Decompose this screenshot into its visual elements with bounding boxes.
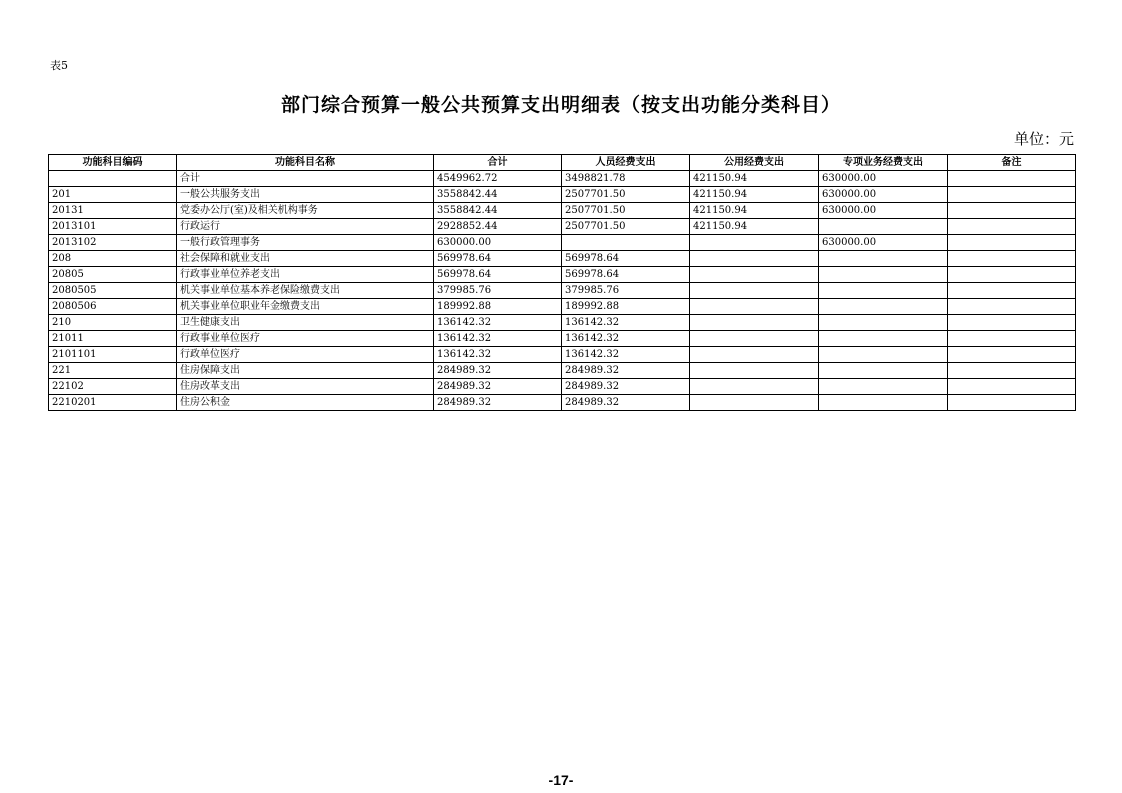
cell-total: 3558842.44 — [434, 203, 562, 219]
table-label: 表5 — [50, 59, 68, 72]
cell-code: 2210201 — [49, 395, 177, 411]
header-total: 合计 — [434, 155, 562, 171]
cell-personnel: 189992.88 — [562, 299, 690, 315]
cell-personnel: 2507701.50 — [562, 187, 690, 203]
cell-public — [690, 235, 819, 251]
table-row — [49, 235, 1076, 251]
cell-special — [819, 251, 948, 267]
cell-remark — [948, 315, 1076, 331]
table-row — [49, 267, 1076, 283]
cell-personnel: 569978.64 — [562, 251, 690, 267]
cell-special — [819, 347, 948, 363]
cell-total: 379985.76 — [434, 283, 562, 299]
table-row — [49, 251, 1076, 267]
cell-code: 2013101 — [49, 219, 177, 235]
cell-remark — [948, 219, 1076, 235]
table-row — [49, 187, 1076, 203]
table-row — [49, 283, 1076, 299]
cell-personnel: 379985.76 — [562, 283, 690, 299]
cell-total: 284989.32 — [434, 379, 562, 395]
cell-special — [819, 379, 948, 395]
cell-code: 2080506 — [49, 299, 177, 315]
cell-name: 行政单位医疗 — [177, 347, 434, 363]
cell-name: 机关事业单位职业年金缴费支出 — [177, 299, 434, 315]
unit-label: 单位：元 — [1013, 130, 1074, 148]
cell-name: 住房改革支出 — [177, 379, 434, 395]
cell-personnel: 284989.32 — [562, 379, 690, 395]
cell-personnel: 136142.32 — [562, 347, 690, 363]
cell-code: 20805 — [49, 267, 177, 283]
budget-table — [48, 154, 1076, 411]
cell-personnel: 2507701.50 — [562, 219, 690, 235]
cell-code: 2101101 — [49, 347, 177, 363]
cell-code: 2013102 — [49, 235, 177, 251]
cell-code: 22102 — [49, 379, 177, 395]
cell-public: 421150.94 — [690, 171, 819, 187]
table-row — [49, 347, 1076, 363]
cell-special: 630000.00 — [819, 203, 948, 219]
cell-special — [819, 395, 948, 411]
cell-personnel: 569978.64 — [562, 267, 690, 283]
cell-special — [819, 219, 948, 235]
cell-public — [690, 395, 819, 411]
cell-name: 党委办公厅(室)及相关机构事务 — [177, 203, 434, 219]
cell-total: 569978.64 — [434, 251, 562, 267]
cell-total: 136142.32 — [434, 331, 562, 347]
cell-total: 630000.00 — [434, 235, 562, 251]
cell-personnel: 3498821.78 — [562, 171, 690, 187]
cell-name: 一般公共服务支出 — [177, 187, 434, 203]
table-row — [49, 203, 1076, 219]
cell-name: 行政运行 — [177, 219, 434, 235]
cell-code: 2080505 — [49, 283, 177, 299]
cell-remark — [948, 267, 1076, 283]
cell-total: 569978.64 — [434, 267, 562, 283]
cell-total: 136142.32 — [434, 347, 562, 363]
table-row — [49, 219, 1076, 235]
cell-code: 20131 — [49, 203, 177, 219]
cell-total: 189992.88 — [434, 299, 562, 315]
cell-remark — [948, 235, 1076, 251]
cell-total: 3558842.44 — [434, 187, 562, 203]
cell-public: 421150.94 — [690, 219, 819, 235]
cell-code — [49, 171, 177, 187]
cell-special — [819, 331, 948, 347]
cell-public: 421150.94 — [690, 203, 819, 219]
cell-personnel: 284989.32 — [562, 395, 690, 411]
header-remark: 备注 — [948, 155, 1076, 171]
table-row — [49, 331, 1076, 347]
table-row — [49, 379, 1076, 395]
cell-personnel: 284989.32 — [562, 363, 690, 379]
page-number: -17- — [548, 772, 574, 788]
cell-special — [819, 315, 948, 331]
cell-special: 630000.00 — [819, 187, 948, 203]
cell-public — [690, 347, 819, 363]
cell-public — [690, 379, 819, 395]
cell-special — [819, 299, 948, 315]
cell-total: 284989.32 — [434, 395, 562, 411]
cell-total: 4549962.72 — [434, 171, 562, 187]
cell-remark — [948, 171, 1076, 187]
cell-public — [690, 331, 819, 347]
cell-public: 421150.94 — [690, 187, 819, 203]
table-body — [49, 171, 1076, 411]
cell-public — [690, 363, 819, 379]
header-code: 功能科目编码 — [49, 155, 177, 171]
cell-total: 284989.32 — [434, 363, 562, 379]
cell-code: 201 — [49, 187, 177, 203]
cell-remark — [948, 379, 1076, 395]
cell-public — [690, 251, 819, 267]
cell-public — [690, 283, 819, 299]
page-title: 部门综合预算一般公共预算支出明细表（按支出功能分类科目） — [280, 94, 841, 116]
cell-remark — [948, 363, 1076, 379]
cell-remark — [948, 203, 1076, 219]
header-public: 公用经费支出 — [690, 155, 819, 171]
cell-public — [690, 267, 819, 283]
cell-special — [819, 363, 948, 379]
cell-remark — [948, 395, 1076, 411]
cell-name: 社会保障和就业支出 — [177, 251, 434, 267]
cell-personnel: 136142.32 — [562, 331, 690, 347]
cell-code: 221 — [49, 363, 177, 379]
cell-special: 630000.00 — [819, 235, 948, 251]
cell-remark — [948, 347, 1076, 363]
header-name: 功能科目名称 — [177, 155, 434, 171]
cell-name: 机关事业单位基本养老保险缴费支出 — [177, 283, 434, 299]
cell-remark — [948, 187, 1076, 203]
cell-total: 2928852.44 — [434, 219, 562, 235]
cell-name: 合计 — [177, 171, 434, 187]
cell-personnel — [562, 235, 690, 251]
cell-remark — [948, 251, 1076, 267]
cell-name: 行政事业单位医疗 — [177, 331, 434, 347]
cell-remark — [948, 299, 1076, 315]
header-special: 专项业务经费支出 — [819, 155, 948, 171]
cell-personnel: 136142.32 — [562, 315, 690, 331]
cell-name: 行政事业单位养老支出 — [177, 267, 434, 283]
table-row — [49, 299, 1076, 315]
table-row — [49, 395, 1076, 411]
cell-special — [819, 283, 948, 299]
cell-personnel: 2507701.50 — [562, 203, 690, 219]
cell-name: 住房保障支出 — [177, 363, 434, 379]
table-header-row — [49, 155, 1076, 171]
cell-special — [819, 267, 948, 283]
cell-name: 一般行政管理事务 — [177, 235, 434, 251]
cell-remark — [948, 331, 1076, 347]
cell-code: 208 — [49, 251, 177, 267]
table-row — [49, 315, 1076, 331]
cell-code: 21011 — [49, 331, 177, 347]
cell-remark — [948, 283, 1076, 299]
cell-total: 136142.32 — [434, 315, 562, 331]
cell-public — [690, 315, 819, 331]
cell-special: 630000.00 — [819, 171, 948, 187]
table-row — [49, 171, 1076, 187]
cell-code: 210 — [49, 315, 177, 331]
cell-public — [690, 299, 819, 315]
cell-name: 住房公积金 — [177, 395, 434, 411]
header-personnel: 人员经费支出 — [562, 155, 690, 171]
table-row — [49, 363, 1076, 379]
cell-name: 卫生健康支出 — [177, 315, 434, 331]
